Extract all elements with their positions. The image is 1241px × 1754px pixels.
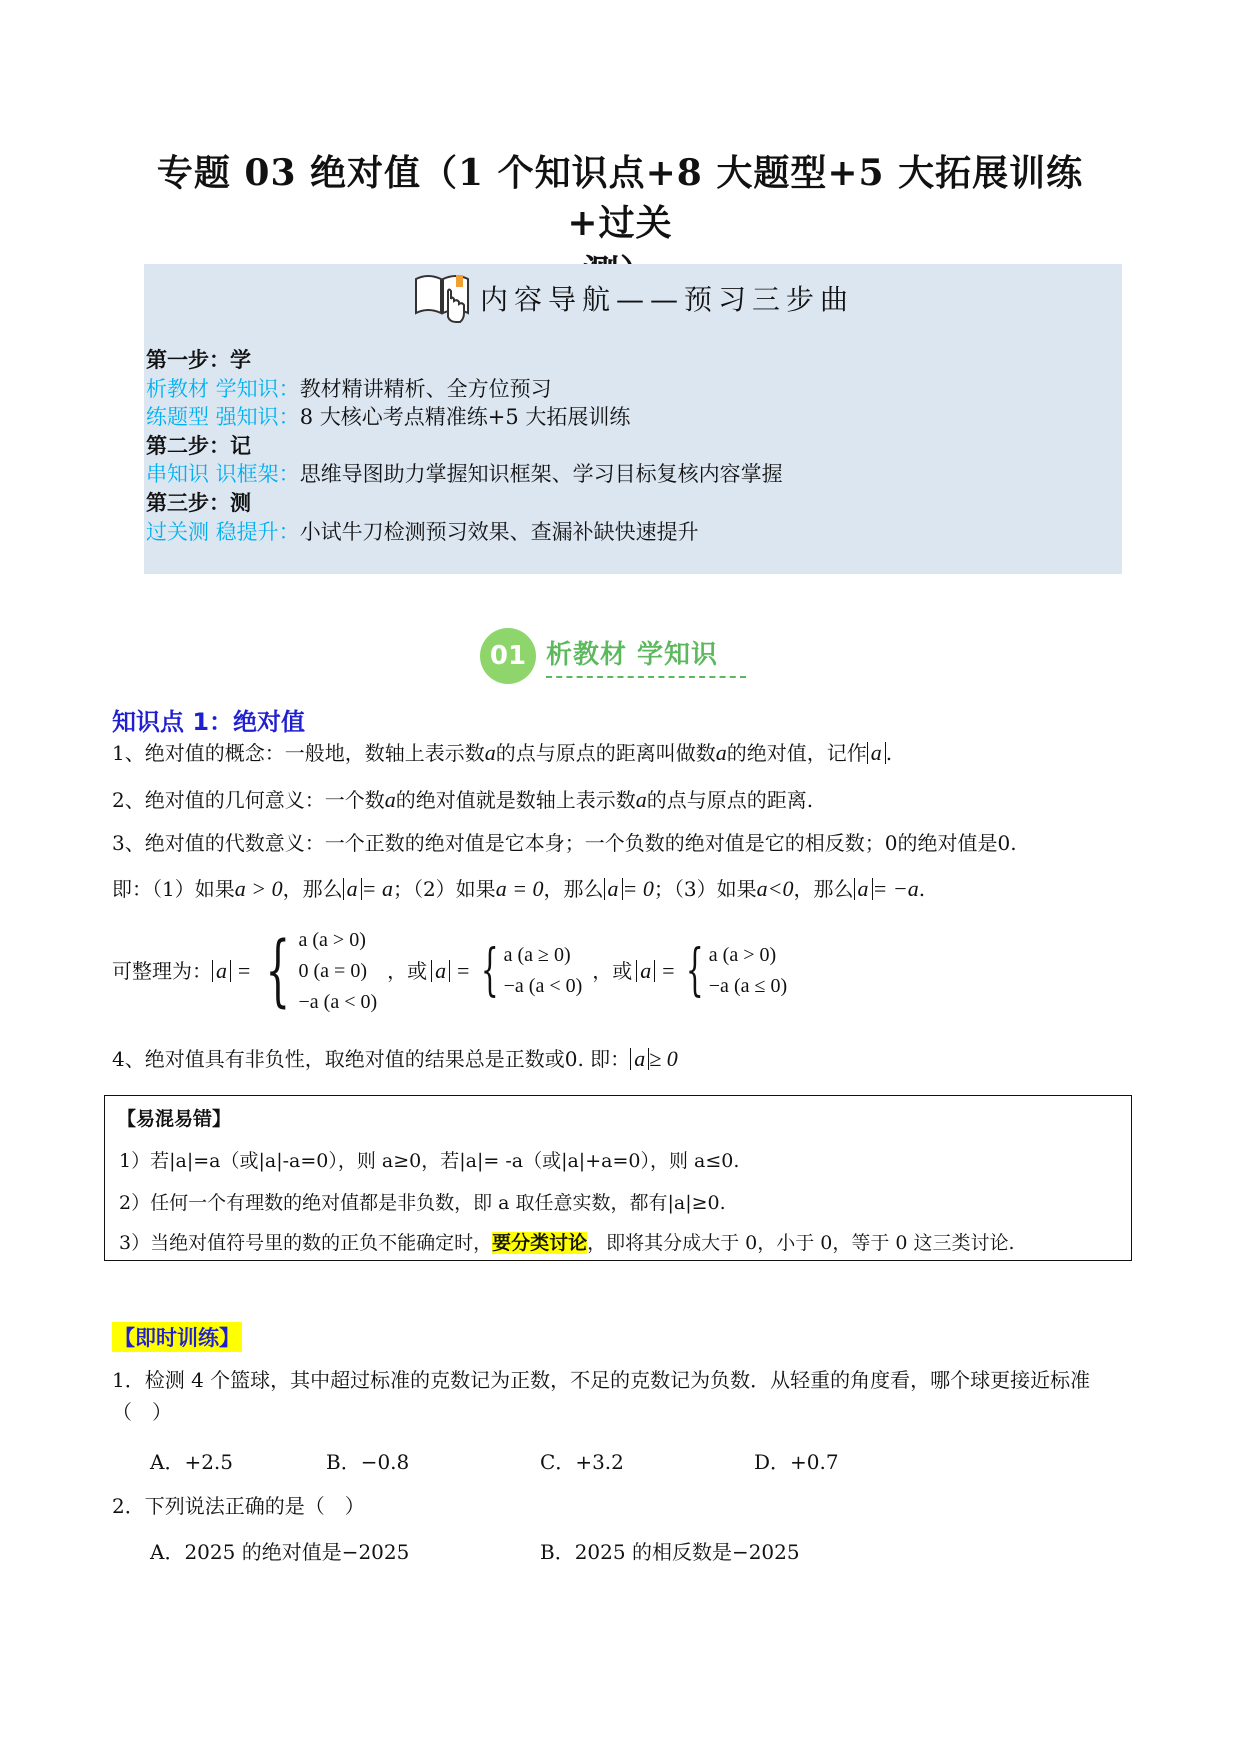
p6-text-b: . 即：	[577, 1047, 631, 1071]
var-a: a	[435, 958, 447, 983]
case-row: a (a ≥ 0)	[503, 944, 571, 966]
p5-label: 可整理为：	[112, 959, 212, 983]
nav-line-3-highlight: 串知识 识框架：	[146, 462, 300, 487]
nav-line-1-highlight: 析教材 学知识：	[146, 376, 300, 401]
training-title: 【即时训练】	[112, 1322, 242, 1352]
piecewise-1: a = { a (a > 0) 0 (a = 0) −a (a < 0)	[212, 925, 377, 1018]
option-label: B．2025 的相反数是	[540, 1540, 732, 1564]
p6-text-a: 4、绝对值具有非负性，取绝对值的结果总是正数或	[112, 1047, 565, 1071]
option-value: −0.8	[360, 1450, 410, 1474]
title-line-1: 专题 03 绝对值（1 个知识点+8 大题型+5 大拓展训练+过关	[156, 152, 1084, 244]
option-label: D．	[754, 1450, 791, 1474]
section-label: 析教材 学知识	[546, 640, 719, 670]
abs-a	[867, 742, 886, 764]
case-row: a (a > 0)	[298, 928, 366, 951]
knowledge-point-title: 知识点 1：绝对值	[112, 708, 306, 736]
option-label: B．	[326, 1450, 361, 1474]
brace: {	[265, 926, 291, 1016]
cases-3	[709, 940, 787, 1002]
p4-text-e: ；（3）如果	[653, 877, 757, 901]
cases-2	[504, 940, 583, 1002]
question-2: 2．下列说法正确的是（ ）	[112, 1494, 365, 1518]
q2-option-a[interactable]	[150, 1536, 409, 1565]
var-a: a	[346, 876, 358, 901]
var-a: a	[607, 876, 619, 901]
var-a: a	[484, 740, 496, 765]
case-row: 0 (a = 0)	[298, 959, 367, 982]
paragraph-6	[112, 1044, 678, 1074]
section-number: 01	[480, 628, 536, 684]
nav-header-label: 内容导航——预习三步曲	[479, 283, 854, 316]
mistakes-title: 【易混易错】	[117, 1108, 232, 1130]
cond-neg: a<0	[756, 876, 794, 901]
p2-text-a: 2、绝对值的几何意义：一个数	[112, 788, 385, 812]
cond-pos: a > 0	[234, 876, 283, 901]
q2-option-b[interactable]	[540, 1536, 800, 1565]
p4-text-d: ，那么	[543, 877, 604, 901]
abs-a	[343, 878, 362, 900]
p3-text-a: 3、绝对值的代数意义：一个正数的绝对值是它本身；一个负数的绝对值是它的相反数；	[112, 831, 885, 855]
paragraph-4: 即：（1）如果a > 0，那么 a = a；（2）如果a = 0，那么 a = 0；（3）如果a<0，那么 a = −a.	[112, 876, 926, 901]
q1-option-d[interactable]	[754, 1446, 839, 1475]
p2-text-b: 的绝对值就是数轴上表示数	[395, 788, 636, 812]
piecewise-2: a = { a (a ≥ 0) −a (a < 0)	[431, 940, 582, 1002]
abs-a	[636, 960, 655, 982]
p4-text-c: ；（2）如果	[392, 877, 496, 901]
case-row: −a (a < 0)	[503, 975, 583, 997]
p4-text-b: ，那么	[282, 877, 343, 901]
option-label: A．	[150, 1450, 185, 1474]
piecewise-definitions	[112, 918, 787, 1024]
res-zero: = 0	[622, 876, 654, 901]
option-value: +3.2	[575, 1450, 624, 1474]
section-underline	[546, 676, 746, 678]
question-1: 1．检测 4 个篮球，其中超过标准的克数记为正数，不足的克数记为负数．从轻重的角度看，哪个球更接近标准（ ）	[112, 1368, 1091, 1424]
var-a: a	[870, 740, 882, 765]
nonneg: ≥ 0	[649, 1046, 678, 1071]
option-value: −2025	[731, 1540, 800, 1564]
abs-a	[854, 878, 873, 900]
p4-text-f: ，那么	[793, 877, 854, 901]
p1-text-a: 1、绝对值的概念：一般地，数轴上表示数	[112, 741, 485, 765]
nav-line-1	[146, 375, 783, 404]
nav-line-4-desc: 小试牛刀检测预习效果、查漏补缺快速提升	[299, 519, 699, 544]
zero: 0	[997, 831, 1011, 855]
option-value: −2025	[341, 1540, 410, 1564]
option-value: +0.7	[790, 1450, 839, 1474]
paragraph-3: 3、绝对值的代数意义：一个正数的绝对值是它本身；一个负数的绝对值是它的相反数；0的绝对值是0.	[112, 831, 1017, 855]
nav-steps	[146, 346, 783, 546]
mistake-line-2: 2）任何一个有理数的绝对值都是非负数，即 a 取任意实数，都有|a|≥0.	[119, 1192, 726, 1214]
option-label: A．2025 的绝对值是	[150, 1540, 342, 1564]
abs-a	[212, 960, 231, 982]
or-1: ，或	[387, 959, 428, 983]
mistake-line-3-b: ，即将其分成大于 0，小于 0，等于 0 这三类讨论.	[587, 1232, 1015, 1254]
content-navigation-box	[144, 264, 1122, 574]
res-neg: = −a	[872, 876, 919, 901]
piecewise-3: a = { a (a > 0) −a (a ≤ 0)	[636, 940, 787, 1002]
var-a: a	[635, 787, 647, 812]
nav-line-2-highlight: 练题型 强知识：	[146, 405, 300, 430]
abs-a	[431, 960, 450, 982]
p1-text-b: 的点与原点的距离叫做数	[495, 741, 716, 765]
nav-line-2-desc: 8 大核心考点精准练+5 大拓展训练	[299, 405, 631, 430]
nav-line-1-desc: 教材精讲精析、全方位预习	[299, 376, 552, 401]
case-row: −a (a ≤ 0)	[708, 975, 788, 997]
mistake-line-3-highlight: 要分类讨论	[492, 1232, 588, 1254]
or-2: ，或	[592, 959, 633, 983]
nav-line-2	[146, 403, 783, 432]
mistake-line-3-a: 3）当绝对值符号里的数的正负不能确定时，	[119, 1232, 493, 1254]
nav-line-4-highlight: 过关测 稳提升：	[146, 519, 300, 544]
option-label: C．	[540, 1450, 576, 1474]
book-hand-icon	[412, 269, 474, 327]
step-1-label: 第一步：学	[146, 347, 251, 372]
section-badge	[480, 628, 760, 684]
var-a: a	[216, 958, 227, 983]
step-3-label: 第三步：测	[146, 489, 251, 515]
var-a: a	[857, 876, 869, 901]
var-a: a	[715, 740, 727, 765]
mistake-line-1: 1）若|a|=a（或|a|-a=0），则 a≥0，若|a|= -a（或|a|+a=0），则 a≤0.	[119, 1150, 740, 1172]
q1-option-a[interactable]	[150, 1446, 233, 1475]
res-pos: = a	[361, 876, 393, 901]
option-value: +2.5	[184, 1450, 234, 1474]
zero: 0	[884, 831, 898, 855]
p2-text-c: 的点与原点的距离.	[646, 788, 814, 812]
abs-a	[604, 878, 623, 900]
case-row: a (a > 0)	[708, 944, 777, 966]
brace: {	[686, 938, 704, 1003]
nav-line-3	[146, 460, 783, 489]
cond-zero: a = 0	[495, 876, 544, 901]
case-row: −a (a < 0)	[298, 990, 378, 1013]
var-a: a	[384, 787, 396, 812]
cases-1	[299, 925, 378, 1018]
abs-a	[630, 1048, 649, 1070]
p3-text-b: 的绝对值是	[897, 831, 998, 855]
paragraph-1: 1、绝对值的概念：一般地，数轴上表示数a的点与原点的距离叫做数a的绝对值，记作 a .	[112, 740, 893, 765]
common-mistakes-box	[104, 1095, 1132, 1261]
nav-line-4	[146, 518, 783, 547]
q1-option-b[interactable]	[326, 1446, 409, 1475]
var-a: a	[634, 1046, 646, 1071]
zero: 0	[564, 1047, 578, 1071]
p4-text-a: 即：（1）如果	[112, 877, 235, 901]
step-2-label: 第二步：记	[146, 432, 251, 458]
nav-header	[144, 264, 1122, 332]
nav-line-3-desc: 思维导图助力掌握知识框架、学习目标复核内容掌握	[299, 462, 783, 487]
mistake-line-3	[119, 1228, 1015, 1255]
var-a: a	[640, 958, 652, 983]
p1-text-c: 的绝对值，记作	[726, 741, 867, 765]
q1-option-c[interactable]	[540, 1446, 624, 1475]
paragraph-2	[112, 785, 813, 815]
brace: {	[480, 938, 499, 1003]
